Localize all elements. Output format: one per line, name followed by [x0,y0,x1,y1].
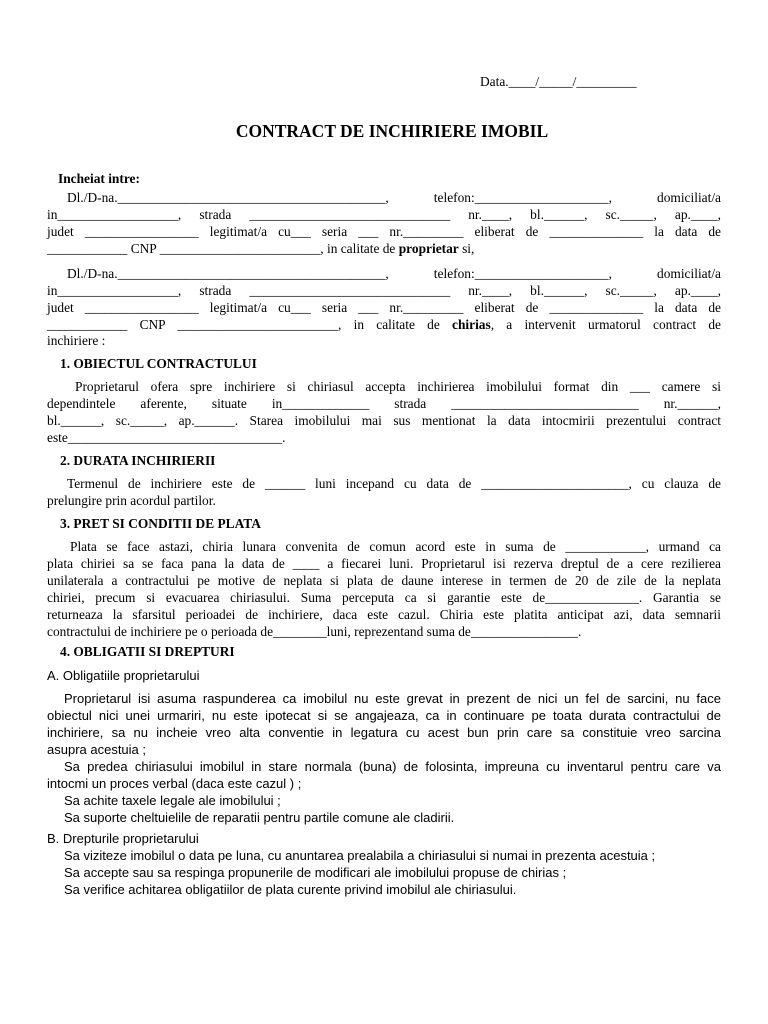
landlord-line-4-end: si, [458,241,475,256]
section-1-line-3: bl.______, sc._____, ap.______. Starea imobilului mai sus mentionat la data intocmirii prezentului contract [47,413,721,428]
section-1-line-4: este________________________________. [47,430,286,445]
landlord-line-1: Dl./D-na.________________________________________, telefon:____________________, domiciliat/a [67,190,721,205]
obligations-line-5: Sa predea chiriasului imobilul in stare normala (buna) de folosinta, impreuna cu inventarul pentru care va [64,759,721,774]
obligations-line-4: asupra acestuia ; [47,742,147,757]
tenant-line-3: judet _________________ legitimat/a cu___ seria ___ nr._________ eliberat de ______________ la data de [47,300,721,315]
landlord-role: proprietar [398,241,459,256]
landlord-line-2: in__________________, strada ______________________________ nr.____, bl.______, sc._____, ap.____, [47,207,721,222]
obligations-line-2: obiectul nici unei urmariri, nu este ipotecat si se angajeaza, ca in continuare pe toata durata contractului de [47,708,721,723]
obligations-heading: A. Obligatiile proprietarului [47,668,200,683]
landlord-line-4-text: ____________ CNP ________________________, in calitate de [47,241,399,256]
section-3-line-4: chiriei, precum si evacuarea chiriasului. Suma perceputa ca si garantie este de______________. Garantia se [47,590,721,605]
section-4-heading: 4. OBLIGATII SI DREPTURI [60,644,235,659]
landlord-line-4 [47,240,474,257]
tenant-line-1: Dl./D-na.________________________________________, telefon:____________________, domiciliat/a [67,266,721,281]
section-3-heading: 3. PRET SI CONDITII DE PLATA [60,516,261,531]
section-3-line-3: unilaterala a contractului pe motive de neplata si plata de daune interese in termen de 20 de zile de la neplata [47,573,721,588]
obligations-line-8: Sa suporte cheltuielile de reparatii pentru partile comune ale cladirii. [64,810,455,825]
section-2-line-1: Termenul de inchiriere este de ______ luni incepand cu data de ______________________, cu clauza de [67,476,721,491]
section-3-line-2: plata chiriei sa se faca pana la data de ____ a fiecarei luni. Proprietarul isi rezerva dreptul de a cere rezilierea [47,556,721,571]
rights-line-3: Sa verifice achitarea obligatiilor de plata curente privind imobilul ale chiriasului. [64,882,517,897]
section-2-heading: 2. DURATA INCHIRIERII [60,453,216,468]
landlord-line-3: judet _________________ legitimat/a cu___ seria ___ nr._________ eliberat de ______________ la data de [47,224,721,239]
date-line: Data.____/_____/_________ [480,74,637,89]
section-3-line-1: Plata se face astazi, chiria lunara convenita de comun acord este in suma de ____________, urmand ca [70,539,721,554]
tenant-line-5: inchiriere : [47,333,106,348]
tenant-line-4-end: , a intervenit urmatorul contract de [490,317,722,332]
section-3-line-6: contractului de inchiriere pe o perioada de________luni, reprezentand suma de________________. [47,624,582,639]
tenant-line-4 [47,316,721,333]
rights-heading: B. Drepturile proprietarului [47,831,199,846]
section-2-line-2: prelungire prin acordul partilor. [47,493,216,508]
tenant-role: chirias [452,317,491,332]
tenant-line-2: in__________________, strada ______________________________ nr.____, bl.______, sc._____, ap.____, [47,283,721,298]
tenant-line-4-text: ____________ CNP ________________________, in calitate de [47,317,453,332]
obligations-line-7: Sa achite taxele legale ale imobilului ; [64,793,281,808]
section-1-heading: 1. OBIECTUL CONTRACTULUI [60,356,257,371]
rights-line-2: Sa accepte sau sa respinga propunerile de modificari ale imobilului propuse de chirias ; [64,865,567,880]
section-1-line-1: Proprietarul ofera spre inchiriere si chiriasul accepta inchirierea imobilului format din ___ camere si [75,379,721,394]
obligations-line-6: intocmi un proces verbal (daca este cazul ) ; [47,776,302,791]
rights-line-1: Sa viziteze imobilul o data pe luna, cu anuntarea prealabila a chiriasului si numai in prezenta acestuia ; [64,848,656,863]
obligations-line-1: Proprietarul isi asuma raspunderea ca imobilul nu este grevat in prezent de nici un fel de sarcini, nu face [64,691,721,706]
parties-heading: Incheiat intre: [58,171,140,186]
section-3-line-5: returneaza la sfarsitul perioadei de inchiriere, daca este cazul. Chiria este platita anticipat azi, data semnarii [47,607,721,622]
section-1-line-2: dependintele aferente, situate in_____________ strada ____________________________ nr.______, [47,396,721,411]
obligations-line-3: inchiriere, sa nu incheie vreo alta conventie in legatura cu acest bun prin care sa constituie vreo sarcina [47,725,721,740]
page-title: CONTRACT DE INCHIRIERE IMOBIL [235,121,549,141]
